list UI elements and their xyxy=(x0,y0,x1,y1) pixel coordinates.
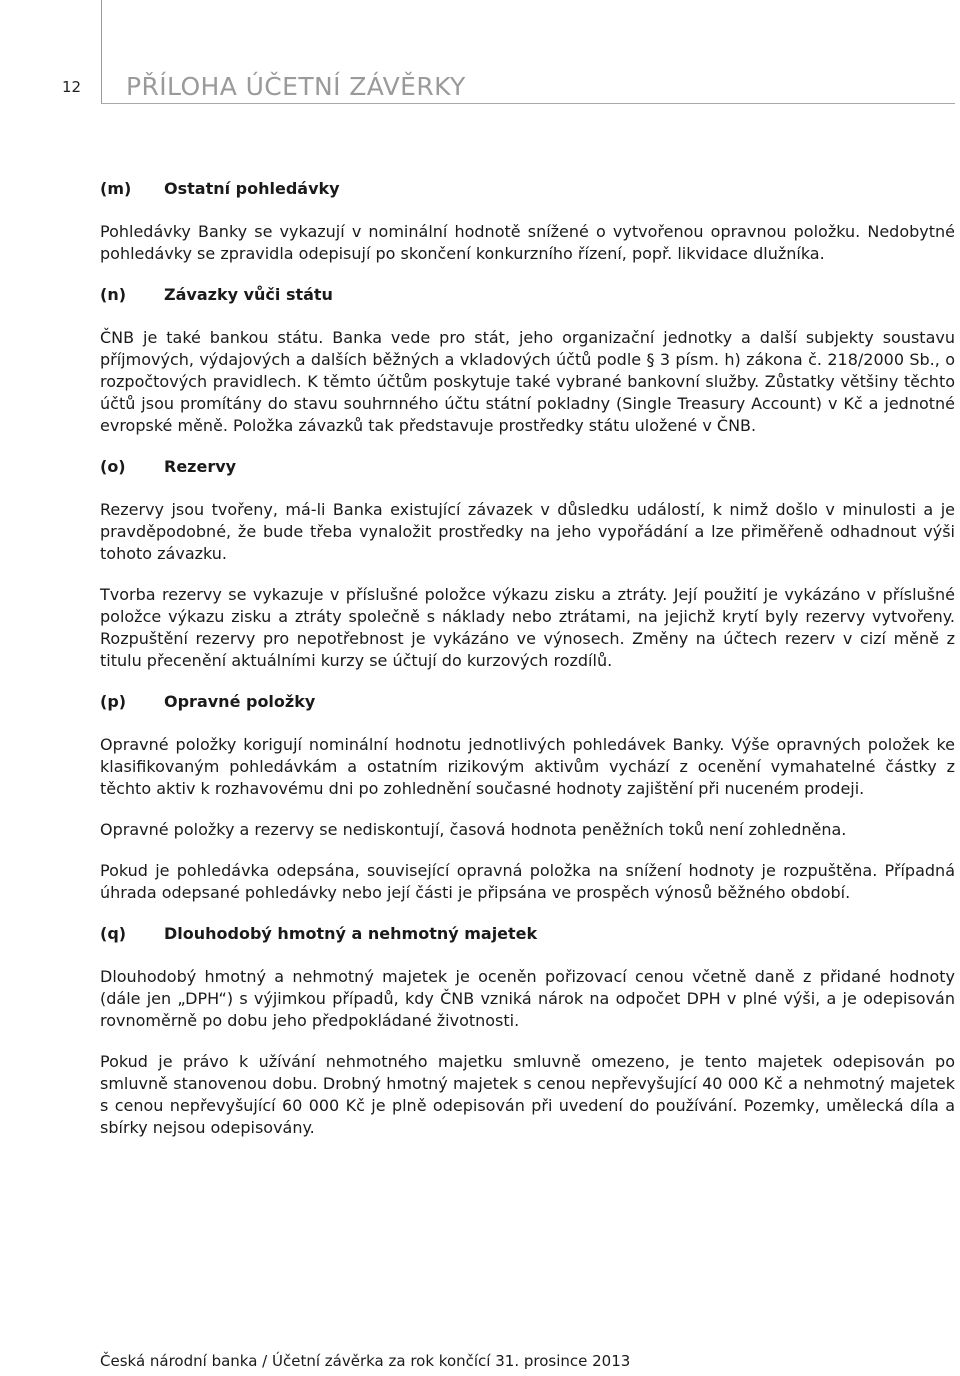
section-heading-n xyxy=(100,284,955,306)
paragraph: Opravné položky a rezervy se nediskontují, časová hodnota peněžních toků není zohledněna. xyxy=(100,820,847,839)
paragraph: Opravné položky korigují nominální hodnotu jednotlivých pohledávek Banky. Výše opravných položek ke klasifikovaným pohledávkám a ostatním rizikovým aktivům vychází z ocenění vymahatelné částky z těchto aktiv k rozhavovému dni po zohlednění současné hodnoty zajištění při nuceném prodeji. xyxy=(100,735,955,798)
section-heading-p xyxy=(100,691,955,713)
section-title: Rezervy xyxy=(164,457,237,476)
page-footer: Česká národní banka / Účetní závěrka za rok končící 31. prosince 2013 xyxy=(100,1352,631,1370)
section-heading-m xyxy=(100,178,955,200)
paragraph: ČNB je také bankou státu. Banka vede pro stát, jeho organizační jednotky a další subjekty soustavu příjmových, výdajových a dalších běžných a vkladových účtů podle § 3 písm. h) zákona č. 218/2000 Sb., o rozpočtových pravidlech. K těmto účtům poskytuje také vybrané bankovní služby. Zůstatky většiny těchto účtů jsou promítány do stavu souhrnného účtu státní pokladny (Single Treasury Account) v Kč a jednotné evropské měně. Položka závazků tak představuje prostředky státu uložené v ČNB. xyxy=(100,328,955,435)
paragraph: Pohledávky Banky se vykazují v nominální hodnotě snížené o vytvořenou opravnou položku. Nedobytné pohledávky se zpravidla odepisují po skončení konkurzního řízení, popř. likvidace dlužníka. xyxy=(100,222,955,263)
paragraph: Dlouhodobý hmotný a nehmotný majetek je oceněn pořizovací cenou včetně daně z přidané hodnoty (dále jen „DPH“) s výjimkou případů, kdy ČNB vzniká nárok na odpočet DPH v plné výši, a je odepisován rovnoměrně po dobu jeho předpokládané životnosti. xyxy=(100,967,955,1030)
page-number: 12 xyxy=(62,78,82,96)
paragraph: Pokud je pohledávka odepsána, související opravná položka na snížení hodnoty je rozpuštěna. Případná úhrada odepsané pohledávky nebo její části je připsána ve prospěch výnosů běžného období. xyxy=(100,861,955,902)
paragraph: Tvorba rezervy se vykazuje v příslušné položce výkazu zisku a ztráty. Její použití je vykázáno v příslušné položce výkazu zisku a ztráty společně s náklady nebo ztrátami, na jejichž krytí byly rezervy vytvořeny. Rozpuštění rezervy pro nepotřebnost je vykázáno ve výnosech. Změny na účtech rezerv v cizí měně z titulu přecenění aktuálními kurzy se účtují do kurzových rozdílů. xyxy=(100,585,955,670)
section-letter: (n) xyxy=(100,285,127,304)
page-header-title: PŘÍLOHA ÚČETNÍ ZÁVĚRKY xyxy=(126,72,466,101)
section-title: Závazky vůči státu xyxy=(164,285,333,304)
section-letter: (q) xyxy=(100,924,127,943)
section-letter: (m) xyxy=(100,179,132,198)
header-vertical-rule xyxy=(101,0,102,104)
section-title: Dlouhodobý hmotný a nehmotný majetek xyxy=(164,924,538,943)
section-title: Ostatní pohledávky xyxy=(164,179,340,198)
section-letter: (p) xyxy=(100,692,127,711)
section-heading-o xyxy=(100,456,955,478)
section-title: Opravné položky xyxy=(164,692,316,711)
header-horizontal-rule xyxy=(101,103,955,104)
paragraph: Rezervy jsou tvořeny, má-li Banka existující závazek v důsledku událostí, k nimž došlo v minulosti a je pravděpodobné, že bude třeba vynaložit prostředky na jeho vypořádání a lze přiměřeně odhadnout výši tohoto závazku. xyxy=(100,500,955,563)
document-body xyxy=(100,178,955,1158)
section-heading-q xyxy=(100,923,955,945)
paragraph: Pokud je právo k užívání nehmotného majetku smluvně omezeno, je tento majetek odepisován po smluvně stanovenou dobu. Drobný hmotný majetek s cenou nepřevyšující 40 000 Kč a nehmotný majetek s cenou nepřevyšující 60 000 Kč je plně odepisován při uvedení do používání. Pozemky, umělecká díla a sbírky nejsou odepisovány. xyxy=(100,1052,955,1137)
section-letter: (o) xyxy=(100,457,126,476)
